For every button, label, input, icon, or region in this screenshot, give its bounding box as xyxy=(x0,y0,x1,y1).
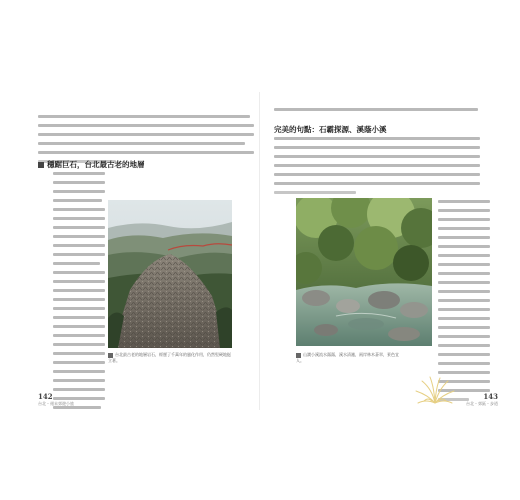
stream-photo xyxy=(296,198,432,346)
grass-tuft-ornament-icon xyxy=(410,375,460,405)
left-section-heading xyxy=(38,160,145,169)
left-folio xyxy=(38,392,74,407)
rock-landscape-illustration xyxy=(108,200,232,348)
left-column-text xyxy=(53,172,105,415)
book-spread xyxy=(8,90,512,412)
right-page xyxy=(260,90,512,412)
right-paragraph xyxy=(274,137,480,200)
right-photo-caption: 山澗小溪流水潺潺，溪水清澈，兩岸林木蒼翠，景色宜人。 xyxy=(296,352,399,363)
stream-illustration xyxy=(296,198,432,346)
left-running-footer: 台北・週末郊遊小旅 xyxy=(38,401,74,406)
left-photo-caption: 台北最古老的地層岩石，經歷了千萬年的風化作用，仍然堅硬地挺立著。 xyxy=(108,352,231,363)
right-running-footer: 台北・郊區・步道 xyxy=(466,401,498,406)
right-section-heading xyxy=(274,125,387,134)
right-page-number: 143 xyxy=(483,392,498,401)
right-heading-text: 完美的句點：石霸探源、溪蔭小溪 xyxy=(274,125,387,134)
right-intro-text xyxy=(274,108,478,117)
left-heading-text: 穩踞巨石，台北最古老的地層 xyxy=(47,160,145,169)
right-folio xyxy=(466,392,498,407)
left-page xyxy=(8,90,260,412)
heading-bullet-icon xyxy=(38,162,44,168)
rock-landscape-photo xyxy=(108,200,232,348)
left-page-number: 142 xyxy=(38,392,53,401)
